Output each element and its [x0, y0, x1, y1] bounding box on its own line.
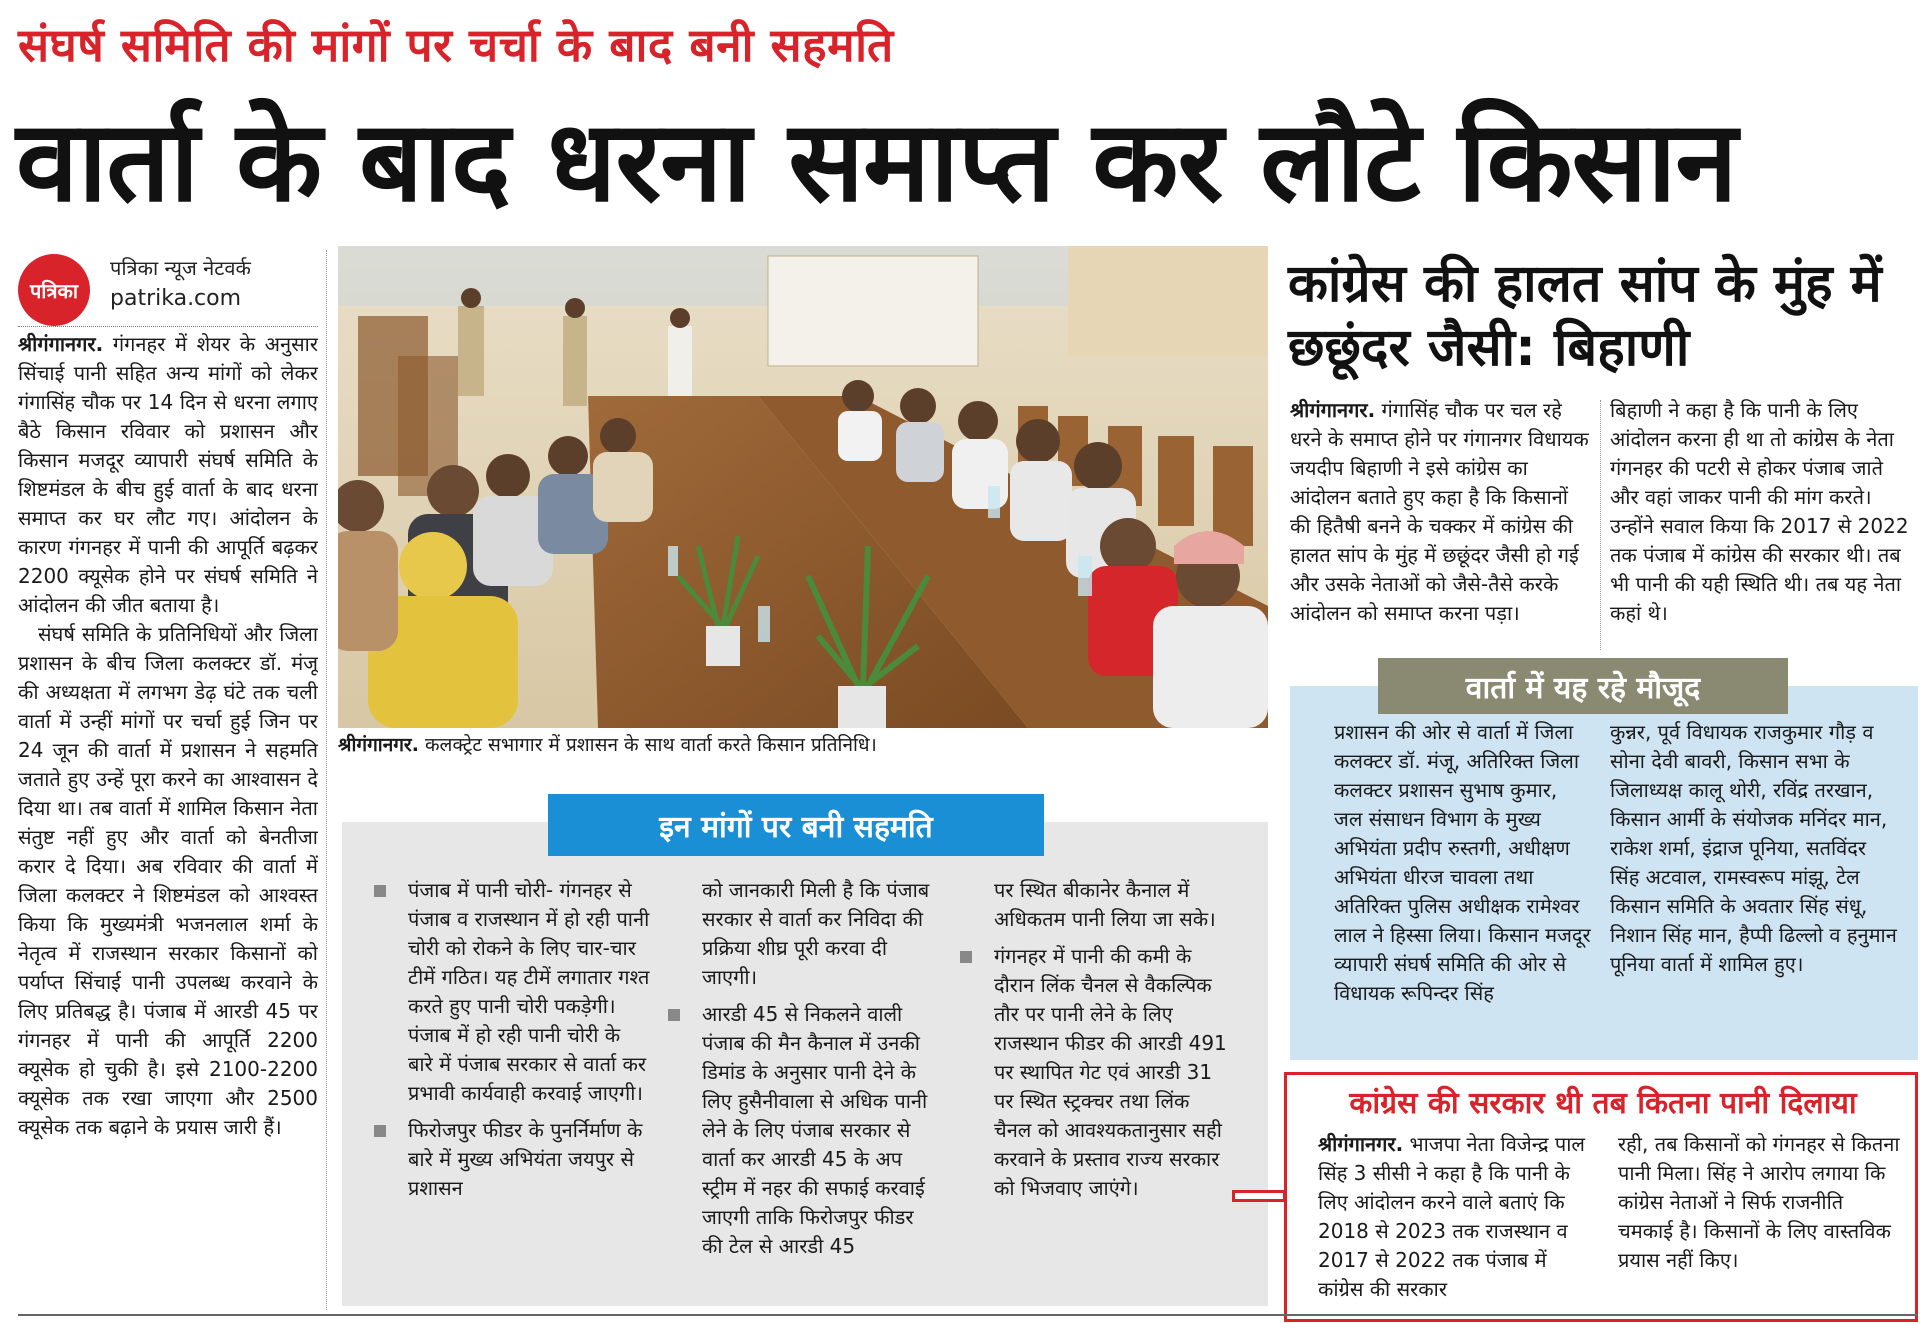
- demands-column-1: [370, 876, 650, 1203]
- congress-story-text-1: गंगासिंह चौक पर चल रहे धरने के समाप्त होने पर गंगानगर विधायक जयदीप बिहाणी ने इसे कांग्रेस का आंदोलन बताते हुए कहा है कि किसानों की हितैषी बनने के चक्कर में कांग्रेस की हालत सांप के मुंह में छछूंदर जैसी हो गई और उसके नेताओं को जैसे-तैसे करके आंदोलन को समाप्त करना पड़ा।: [1290, 398, 1589, 625]
- main-story-dateline: श्रीगंगानगर.: [18, 332, 104, 356]
- govt-story-column-2: रही, तब किसानों को गंगनहर से कितना पानी मिला। सिंह ने आरोप लगाया कि कांग्रेस नेताओं ने सिर्फ राजनीति चमकाई है। किसानों के लिए वास्तविक प्रयास नहीं किए।: [1618, 1132, 1900, 1272]
- govt-story-title: कांग्रेस की सरकार थी तब कितना पानी दिलाया: [1349, 1086, 1857, 1121]
- main-story-paragraph-2: संघर्ष समिति के प्रतिनिधियों और जिला प्रशासन के बीच जिला कलक्टर डॉ. मंजू की अध्यक्षता में लगभग डेढ़ घंटे तक चली वार्ता में उन्हीं मांगों पर चर्चा हुई जिन पर 24 जून की वार्ता में प्रशासन ने सहमति जताते हुए उन्हें पूरा करने का आश्वासन दे दिया था। तब वार्ता में शामिल किसान नेता संतुष्ट नहीं हुए और वार्ता को बेनतीजा करार दे दिया। अब रविवार की वार्ता में जिला कलक्टर ने शिष्टमंडल को आश्वस्त किया कि मुख्यमंत्री भजनलाल शर्मा के नेतृत्व में राजस्थान सरकार किसानों को पर्याप्त सिंचाई पानी उपलब्ध करवाने के लिए प्रतिबद्ध है। पंजाब में आरडी 45 पर गंगनहर में पानी की आपूर्ति 2200 क्यूसेक हो चुकी है। इसे 2100-2200 क्यूसेक तक रखा जाएगा और 2500 क्यूसेक तक बढ़ाने के प्रयास जारी हैं।: [18, 622, 318, 1139]
- meeting-photo: [338, 246, 1268, 728]
- congress-story-column-1: [1290, 396, 1590, 656]
- byline-network: पत्रिका न्यूज नेटवर्क: [110, 256, 251, 280]
- meeting-photo-image: [338, 246, 1268, 728]
- photo-caption: [338, 732, 1268, 758]
- demand-item: [370, 876, 650, 1108]
- demands-title: इन मांगों पर बनी सहमति: [548, 794, 1044, 856]
- demands-column-3: [956, 876, 1228, 1203]
- demand-text: फिरोजपुर फीडर के पुनर्निर्माण के बारे में मुख्य अभियंता जयपुर से प्रशासन: [408, 1118, 643, 1200]
- present-title: वार्ता में यह रहे मौजूद: [1378, 658, 1788, 714]
- main-headline: वार्ता के बाद धरना समाप्त कर लौटे किसान: [16, 97, 1737, 227]
- page-bottom-rule: [18, 1314, 1918, 1316]
- govt-story-column-1: [1318, 1130, 1590, 1318]
- demand-text: पंजाब में पानी चोरी- गंगनहर से पंजाब व राजस्थान में हो रही पानी चोरी को रोकने के लिए चार-चार टीमें गठित। यह टीमें लगातार गश्त करते हुए पानी चोरी पकड़ेगी। पंजाब में हो रही पानी चोरी के बारे में पंजाब सरकार से वार्ता कर प्रभावी कार्यवाही करवाई जाएगी।: [408, 878, 650, 1105]
- demand-continuation: पर स्थित बीकानेर कैनाल में अधिकतम पानी लिया जा सके।: [994, 878, 1216, 931]
- congress-column-divider: [1600, 400, 1601, 650]
- main-story-paragraph-1: [18, 330, 318, 620]
- demand-item: [664, 1000, 940, 1261]
- demands-column-2: [664, 876, 940, 1261]
- kicker-headline: संघर्ष समिति की मांगों पर चर्चा के बाद बनी सहमति: [18, 18, 894, 72]
- govt-story-dateline: श्रीगंगानगर.: [1318, 1132, 1404, 1156]
- photo-caption-text: कलक्ट्रेट सभागार में प्रशासन के साथ वार्ता करते किसान प्रतिनिधि।: [424, 734, 877, 756]
- congress-story-dateline: श्रीगंगानगर.: [1290, 398, 1376, 422]
- demand-text: आरडी 45 से निकलने वाली पंजाब की मैन कैनाल में उनकी डिमांड के अनुसार पानी देने के लिए हुसैनीवाला से अधिक पानी लेने के लिए पंजाब सरकार से वार्ता कर आरडी 45 के अप स्ट्रीम में नहर की सफाई करवाई जाएगी ताकि फिरोजपुर फीडर की टेल से आरडी 45: [702, 1002, 928, 1258]
- demand-item: [370, 1116, 650, 1203]
- present-column-1: प्रशासन की ओर से वार्ता में जिला कलक्टर डॉ. मंजू, अतिरिक्त जिला कलक्टर प्रशासन सुभाष कुमार, जल संसाधन विभाग के मुख्य अभियंता प्रदीप रुस्तगी, अधीक्षण अभियंता धीरज चावला तथा अतिरिक्त पुलिस अधीक्षक रामेश्वर लाल ने हिस्सा लिया। किसान मजदूर व्यापारी संघर्ष समिति की ओर से विधायक रूपिन्दर सिंह: [1334, 720, 1591, 1005]
- byline: [18, 248, 318, 328]
- byline-site: patrika.com: [110, 286, 242, 311]
- demand-item: [956, 942, 1228, 1203]
- main-story-column: [18, 330, 318, 1310]
- main-story-text-1: गंगनहर में शेयर के अनुसार सिंचाई पानी सहित अन्य मांगों को लेकर गंगासिंह चौक पर 14 दिन से धरना लगाए बैठे किसान रविवार को प्रशासन और किसान मजदूर व्यापारी संघर्ष समिति के शिष्टमंडल के बीच हुई वार्ता के बाद धरना समाप्त कर घर लौट गए। आंदोलन के कारण गंगनहर में पानी की आपूर्ति बढ़कर 2200 क्यूसेक होने पर संघर्ष समिति ने आंदोलन की जीत बताया है।: [18, 332, 318, 617]
- bullet-square-icon: [374, 885, 386, 897]
- box-connector: [1232, 1190, 1286, 1202]
- congress-story-headline: कांग्रेस की हालत सांप के मुंह में छछूंदर जैसी: बिहाणी: [1288, 254, 1882, 378]
- photo-caption-dateline: श्रीगंगानगर.: [338, 734, 419, 756]
- present-column-2: कुन्नर, पूर्व विधायक राजकुमार गौड़ व सोना देवी बावरी, किसान सभा के जिलाध्यक्ष कालू थोरी, रविंद्र तरखान, किसान आर्मी के संयोजक मनिंदर मान, राकेश शर्मा, इंद्राज पूनिया, सतविंदर सिंह अटवाल, रामस्वरूप मांझू, टेल किसान समिति के अवतार सिंह संधू, निशान सिंह मान, हैप्पी ढिल्लो व हनुमान पूनिया वार्ता में शामिल हुए।: [1610, 720, 1897, 976]
- patrika-logo: पत्रिका: [18, 254, 90, 326]
- column-divider: [326, 250, 327, 1310]
- byline-divider: [18, 326, 318, 327]
- bullet-square-icon: [374, 1125, 386, 1137]
- demand-continuation: को जानकारी मिली है कि पंजाब सरकार से वार्ता कर निविदा की प्रक्रिया शीघ्र पूरी करवा दी जाएगी।: [702, 878, 930, 989]
- govt-story-text-1: भाजपा नेता विजेन्द्र पाल सिंह 3 सीसी ने कहा है कि पानी के लिए आंदोलन करने वाले बताएं कि 2018 से 2023 तक राजस्थान व 2017 से 2022 तक पंजाब में कांग्रेस की सरकार: [1318, 1132, 1585, 1301]
- congress-story-column-2: बिहाणी ने कहा है कि पानी के लिए आंदोलन करना ही था तो कांग्रेस के नेता गंगनहर की पटरी से होकर पंजाब जाते और वहां जाकर पानी की मांग करते। उन्होंने सवाल किया कि 2017 से 2022 तक पंजाब में कांग्रेस की सरकार थी। तब भी पानी की यही स्थिति थी। तब यह नेता कहां थे।: [1610, 398, 1909, 625]
- bullet-square-icon: [960, 951, 972, 963]
- bullet-square-icon: [668, 1009, 680, 1021]
- demand-text: गंगनहर में पानी की कमी के दौरान लिंक चैनल से वैकल्पिक तौर पर पानी लेने के लिए राजस्थान फीडर की आरडी 491 पर स्थापित गेट एवं आरडी 31 पर स्थित स्ट्रक्चर तथा लिंक चैनल को आवश्यकतानुसार सही करवाने के प्रस्ताव राज्य सरकार को भिजवाए जाएंगे।: [994, 944, 1227, 1200]
